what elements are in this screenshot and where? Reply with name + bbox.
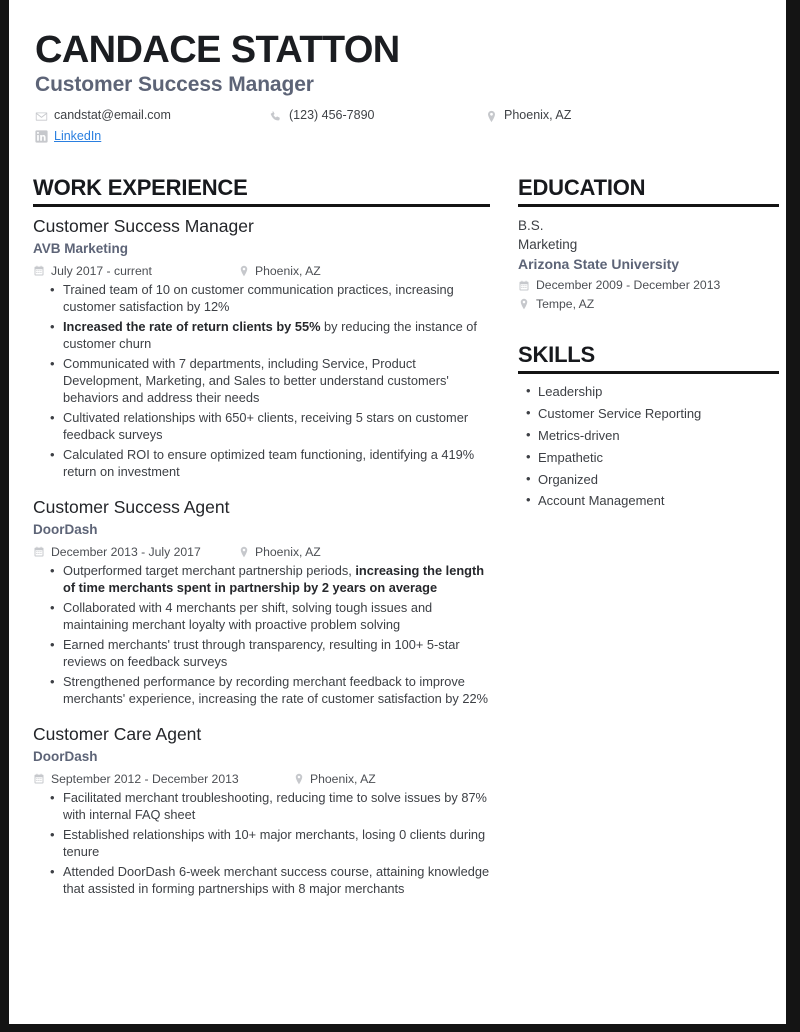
bullet-highlight: Increased the rate of return clients by 55% [63, 319, 321, 335]
job-bullet [63, 410, 498, 444]
work-experience-divider [33, 204, 490, 207]
map-pin-icon [238, 546, 250, 558]
job-meta-row [33, 262, 498, 280]
job-bullet [63, 319, 498, 353]
contact-email[interactable] [35, 106, 270, 125]
linkedin-link[interactable]: LinkedIn [54, 128, 102, 143]
skills-section [518, 343, 779, 511]
map-pin-icon [238, 265, 250, 277]
skills-divider [518, 371, 779, 374]
contact-location [485, 106, 762, 125]
job-dates: July 2017 - current [51, 263, 152, 278]
job-bullet [63, 674, 498, 708]
bullet-text: Earned merchants' trust through transparency, resulting in 100+ 5-star reviews on feedback surveys [63, 636, 460, 669]
bullet-text: Calculated ROI to ensure optimized team functioning, identifying a 419% return on investment [63, 446, 475, 479]
education-school: Arizona State University [518, 255, 680, 272]
job-location: Phoenix, AZ [255, 544, 321, 559]
skill-item: • Organized [538, 471, 779, 490]
resume-sheet [9, 0, 786, 1024]
job-bullet [63, 356, 498, 406]
education-location: Tempe, AZ [536, 296, 595, 311]
education-heading: EDUCATION [518, 175, 646, 201]
location-text: Phoenix, AZ [504, 108, 572, 123]
job-bullet [63, 282, 498, 316]
resume-header [33, 30, 762, 146]
job-bullet [63, 790, 498, 824]
job-location: Phoenix, AZ [255, 263, 321, 278]
skills-heading: SKILLS [518, 342, 596, 368]
map-pin-icon [518, 298, 530, 310]
job-bullet [63, 563, 498, 597]
job-location-group [238, 262, 321, 280]
bullet-text: Trained team of 10 on customer communication practices, increasing customer satisfaction by 12% [63, 282, 454, 314]
contact-phone[interactable] [270, 106, 485, 125]
map-pin-icon [293, 773, 305, 785]
education-degree: B.S. [518, 218, 544, 234]
job-bullet [63, 864, 498, 898]
job-bullet-list [33, 563, 498, 708]
education-dates: December 2009 - December 2013 [536, 278, 721, 293]
job-bullet-list [33, 282, 498, 480]
job-title: Customer Success Agent [33, 497, 230, 518]
education-dates-row [518, 276, 779, 294]
skills-list [518, 383, 779, 511]
job-meta-row [33, 770, 498, 788]
linkedin-icon [35, 130, 48, 143]
bullet-text: Outperformed target merchant partnership periods, [63, 562, 356, 578]
bullet-text: Cultivated relationships with 650+ clients, receiving 5 stars on customer feedback surveys [63, 409, 469, 442]
calendar-icon [33, 546, 45, 558]
bullet-text: Collaborated with 4 merchants per shift, solving tough issues and maintaining merchant loyalty with proactive problem solving [63, 599, 433, 632]
job-dates: December 2013 - July 2017 [51, 544, 201, 559]
education-location-row [518, 295, 779, 313]
right-column [518, 176, 779, 514]
bullet-text: Communicated with 7 departments, including Service, Product Development, Marketing, and Sales to better understand customers' behaviors and address their needs [63, 356, 449, 405]
job-entry [33, 216, 498, 480]
calendar-icon [518, 280, 530, 292]
job-dates-group [33, 770, 293, 788]
bullet-text: Established relationships with 10+ major merchants, losing 0 clients during tenure [63, 827, 486, 859]
resume-body [33, 176, 762, 901]
job-company: AVB Marketing [33, 241, 129, 257]
bullet-text: Facilitated merchant troubleshooting, reducing time to solve issues by 87% with internal FAQ sheet [63, 790, 487, 822]
skill-item: • Leadership [538, 383, 779, 402]
bullet-text: Strengthened performance by recording merchant feedback to improve merchants' experience, increasing the rate of customer satisfaction by 22% [63, 673, 488, 706]
job-entry [33, 724, 498, 897]
skill-item: • Customer Service Reporting [538, 405, 779, 424]
job-dates-group [33, 543, 238, 561]
work-experience-heading: WORK EXPERIENCE [33, 175, 248, 201]
left-column [33, 176, 498, 901]
job-title: Customer Care Agent [33, 724, 202, 745]
education-section [518, 176, 779, 313]
bullet-highlight: increasing the length of time merchants spent in partnership by 2 years on average [63, 562, 485, 595]
job-location-group [293, 770, 376, 788]
map-pin-icon [485, 110, 498, 123]
contact-linkedin[interactable] [35, 127, 270, 146]
job-entry [33, 497, 498, 707]
email-text: candstat@email.com [54, 108, 171, 123]
contact-row-primary [35, 106, 762, 125]
calendar-icon [33, 773, 45, 785]
job-bullet [63, 827, 498, 861]
job-location-group [238, 543, 321, 561]
job-bullet [63, 447, 498, 481]
job-bullet-list [33, 790, 498, 898]
skill-item: • Metrics-driven [538, 427, 779, 446]
candidate-job-title: Customer Success Manager [35, 73, 314, 97]
phone-icon [270, 110, 283, 123]
skill-item: • Empathetic [538, 449, 779, 468]
job-location: Phoenix, AZ [310, 771, 376, 786]
job-dates: September 2012 - December 2013 [51, 771, 239, 786]
calendar-icon [33, 265, 45, 277]
job-company: DoorDash [33, 522, 98, 538]
job-bullet [63, 600, 498, 634]
envelope-icon [35, 110, 48, 123]
bullet-text: Attended DoorDash 6-week merchant success course, attaining knowledge that assisted in forming partnerships with 8 major merchants [63, 864, 490, 896]
education-field: Marketing [518, 237, 578, 253]
work-experience-list [33, 216, 498, 897]
job-title: Customer Success Manager [33, 216, 254, 237]
job-company: DoorDash [33, 749, 98, 765]
job-meta-row [33, 543, 498, 561]
skill-item: • Account Management [538, 492, 779, 511]
education-divider [518, 204, 779, 207]
phone-text: (123) 456-7890 [289, 108, 375, 123]
candidate-name: CANDACE STATTON [35, 29, 400, 71]
job-bullet [63, 637, 498, 671]
contact-row-secondary [35, 127, 762, 146]
bullet-text: by reducing the instance of customer churn [63, 319, 477, 351]
job-dates-group [33, 262, 238, 280]
